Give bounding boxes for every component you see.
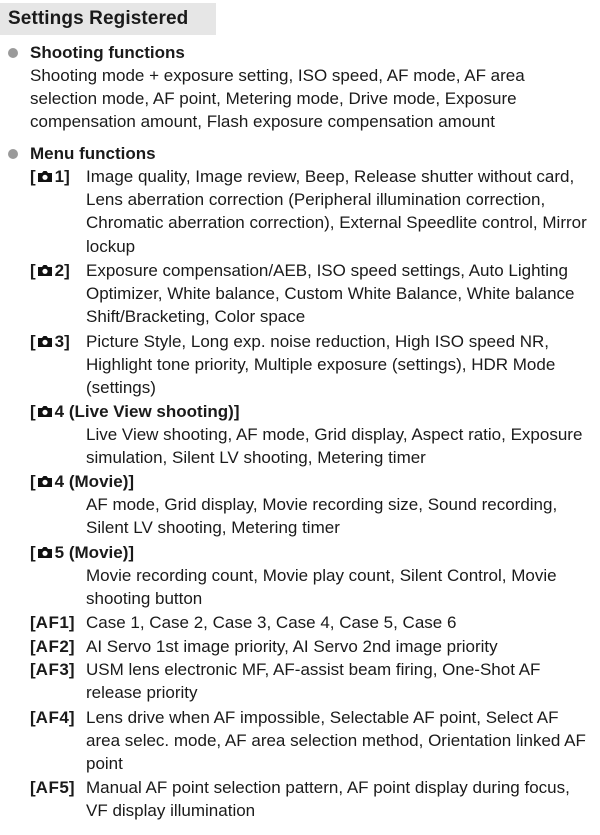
menu-entry-shooting-1 <box>30 165 596 258</box>
menu-entry-af-4 <box>30 706 596 776</box>
section-heading <box>0 3 216 35</box>
menu-entry-text: Case 1, Case 2, Case 3, Case 4, Case 5, Case 6 <box>86 613 457 632</box>
menu-entry-text: Live View shooting, AF mode, Grid display, Aspect ratio, Exposure simulation, Silent LV shooting, Metering timer <box>86 425 583 468</box>
menu-functions-label: Menu functions <box>30 144 156 163</box>
shooting-functions-title <box>8 41 185 64</box>
menu-tag: [ 5 (Movie)] <box>30 543 135 562</box>
camera-icon <box>37 475 53 488</box>
camera-icon <box>37 546 53 559</box>
menu-entry-text: AF mode, Grid display, Movie recording size, Sound recording, Silent LV shooting, Metering timer <box>86 495 558 538</box>
menu-tag: [AF1] <box>30 613 75 632</box>
menu-entry-af-2 <box>30 635 596 658</box>
menu-tag: [ 3] <box>30 332 70 351</box>
menu-entry-af-3 <box>30 658 596 704</box>
menu-entry-shooting-2 <box>30 259 596 329</box>
menu-entry-text: Exposure compensation/AEB, ISO speed settings, Auto Lighting Optimizer, White balance, Custom White Balance, White balance Shift/Bracketing, Color space <box>86 261 575 327</box>
camera-icon <box>37 170 53 183</box>
menu-entry-text: AI Servo 1st image priority, AI Servo 2nd image priority <box>86 637 498 656</box>
menu-entry-af-5 <box>30 776 596 822</box>
menu-entry-shooting-3 <box>30 330 596 400</box>
menu-tag: [ 4 (Movie)] <box>30 472 135 491</box>
menu-entry-shooting-4-live-view <box>30 400 596 470</box>
shooting-functions-label: Shooting functions <box>30 43 185 62</box>
menu-tag: [AF2] <box>30 637 75 656</box>
bullet-icon <box>8 149 18 159</box>
shooting-functions-text: Shooting mode + exposure setting, ISO speed, AF mode, AF area selection mode, AF point, Metering mode, Drive mode, Exposure compensation amount, Flash exposure compensation amount <box>30 66 525 132</box>
camera-icon <box>37 335 53 348</box>
menu-entry-text: Lens drive when AF impossible, Selectable AF point, Select AF area selec. mode, AF area selection method, Orientation linked AF point <box>86 708 586 774</box>
menu-tag: [ 4 (Live View shooting)] <box>30 402 240 421</box>
bullet-icon <box>8 48 18 58</box>
menu-tag: [ 1] <box>30 167 70 186</box>
menu-functions-title <box>8 142 156 165</box>
menu-tag: [AF3] <box>30 660 75 679</box>
section-heading-text: Settings Registered <box>8 8 189 29</box>
menu-tag: [ 2] <box>30 261 70 280</box>
menu-entry-text: Picture Style, Long exp. noise reduction, High ISO speed NR, Highlight tone priority, Multiple exposure (settings), HDR Mode (settings) <box>86 332 556 398</box>
menu-entry-text: Image quality, Image review, Beep, Release shutter without card, Lens aberration correction (Peripheral illumination correction, Chromatic aberration correction), External Speedlite control, Mirror lockup <box>86 167 587 256</box>
camera-icon <box>37 264 53 277</box>
menu-entry-text: Manual AF point selection pattern, AF point display during focus, VF display illumination <box>86 778 570 821</box>
menu-entry-af-1 <box>30 611 596 634</box>
menu-tag: [AF4] <box>30 708 75 727</box>
menu-tag: [AF5] <box>30 778 75 797</box>
menu-entry-shooting-5-movie <box>30 541 596 611</box>
menu-entry-text: Movie recording count, Movie play count, Silent Control, Movie shooting button <box>86 566 557 609</box>
camera-icon <box>37 405 53 418</box>
menu-entry-text: USM lens electronic MF, AF-assist beam firing, One-Shot AF release priority <box>86 660 541 703</box>
menu-entry-shooting-4-movie <box>30 470 596 540</box>
